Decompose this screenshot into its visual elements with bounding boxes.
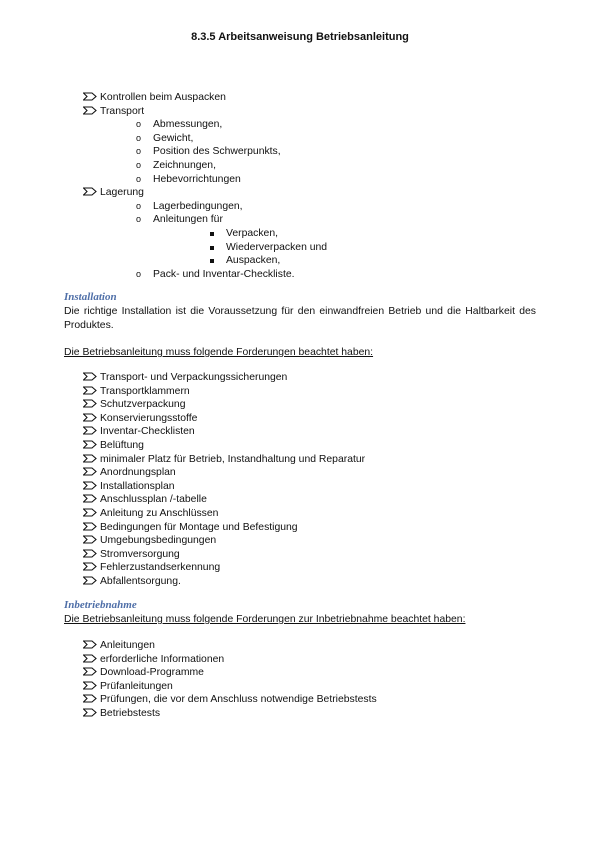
sub-sub-list-item (153, 241, 327, 255)
square-bullet (210, 246, 214, 250)
sub-list-item (100, 145, 327, 159)
sub-list-item-label: Anleitungen für (153, 214, 223, 226)
arrow-bullet-icon (83, 454, 97, 463)
list-item (100, 680, 377, 694)
square-bullet (210, 259, 214, 263)
circle-bullet: o (136, 268, 142, 279)
arrow-bullet-icon (83, 522, 97, 531)
list-item (100, 707, 377, 721)
sub-list-item (100, 118, 327, 132)
circle-bullet: o (136, 132, 142, 143)
list-item-label: Installationsplan (100, 480, 175, 492)
circle-bullet: o (136, 214, 142, 225)
list-item (100, 425, 365, 439)
page-title: 8.3.5 Arbeitsanweisung Betriebsanleitung (191, 31, 409, 43)
arrow-bullet-icon (83, 467, 97, 476)
list-item-label: Transportklammern (100, 385, 190, 397)
lagerung-sub-list (100, 200, 327, 282)
sub-list-item-label: Pack- und Inventar-Checkliste. (153, 268, 295, 280)
list-item (100, 105, 327, 119)
sub-sub-list-item-label: Auspacken, (226, 255, 281, 267)
list-item-label: Prüfanleitungen (100, 680, 173, 692)
arrow-bullet-icon (83, 92, 97, 101)
list-item (100, 639, 377, 653)
transport-sub-list (100, 118, 327, 186)
arrow-bullet-icon (83, 440, 97, 449)
arrow-bullet-icon (83, 640, 97, 649)
list-item (100, 371, 365, 385)
list-item-label: Transport- und Verpackungssicherungen (100, 372, 288, 383)
sub-sub-list-container (100, 227, 327, 268)
list-item-label: Kontrollen beim Auspacken (100, 92, 226, 103)
list-item-label: Konservierungsstoffe (100, 412, 198, 424)
anleitungen-sub-list (153, 227, 327, 268)
list-item-label: Anleitungen (100, 640, 155, 651)
list-item-label: Schutzverpackung (100, 399, 186, 411)
list-item-label: Anleitung zu Anschlüssen (100, 507, 219, 519)
list-item (100, 548, 365, 562)
list-item (100, 507, 365, 521)
installation-heading: Installation (64, 291, 117, 303)
list-item-label: Abfallentsorgung. (100, 575, 181, 587)
arrow-bullet-icon (83, 372, 97, 381)
list-item-label: Fehlerzustandserkennung (100, 562, 221, 574)
list-item (100, 666, 377, 680)
list-item (100, 91, 327, 105)
list-item-label: Inventar-Checklisten (100, 426, 195, 438)
arrow-bullet-icon (83, 187, 97, 196)
arrow-bullet-icon (83, 494, 97, 503)
arrow-bullet-icon (83, 413, 97, 422)
circle-bullet: o (136, 159, 142, 170)
sub-list-item-label: Position des Schwerpunkts, (153, 146, 281, 158)
installation-requirements-intro: Die Betriebsanleitung muss folgende Forderungen beachtet haben: (64, 347, 374, 358)
arrow-bullet-icon (83, 481, 97, 490)
arrow-bullet-icon (83, 562, 97, 571)
list-item-label: Bedingungen für Montage und Befestigung (100, 521, 298, 533)
list-item (100, 693, 377, 707)
inbetriebnahme-heading: Inbetriebnahme (64, 599, 137, 611)
list-item (100, 453, 365, 467)
sub-list-item (100, 200, 327, 214)
list-item (100, 534, 365, 548)
sub-list-container (100, 118, 327, 186)
arrow-bullet-icon (83, 106, 97, 115)
sub-list-item-label: Abmessungen, (153, 119, 223, 131)
circle-bullet: o (136, 119, 142, 130)
arrow-bullet-icon (83, 549, 97, 558)
arrow-bullet-icon (83, 399, 97, 408)
list-item (100, 493, 365, 507)
sub-sub-list-item (153, 254, 327, 268)
list-item (100, 385, 365, 399)
list-item (100, 575, 365, 589)
sub-list-item (100, 173, 327, 187)
list-item (100, 439, 365, 453)
arrow-bullet-icon (83, 576, 97, 585)
installation-bullet-list (100, 371, 365, 589)
list-item (100, 521, 365, 535)
arrow-bullet-icon (83, 667, 97, 676)
sub-list-container (100, 200, 327, 282)
arrow-bullet-icon (83, 386, 97, 395)
sub-list-item-label: Zeichnungen, (153, 159, 216, 171)
list-item-label: Prüfungen, die vor dem Anschluss notwendige Betriebstests (100, 694, 377, 706)
arrow-bullet-icon (83, 508, 97, 517)
list-item-label: Belüftung (100, 439, 144, 451)
sub-list-item (100, 213, 327, 227)
inbetriebnahme-bullet-list (100, 639, 377, 721)
circle-bullet: o (136, 200, 142, 211)
square-bullet (210, 232, 214, 236)
circle-bullet: o (136, 173, 142, 184)
list-item (100, 561, 365, 575)
list-item (100, 412, 365, 426)
arrow-bullet-icon (83, 426, 97, 435)
list-item-label: Anordnungsplan (100, 467, 176, 479)
list-item (100, 480, 365, 494)
arrow-bullet-icon (83, 694, 97, 703)
list-item-label: Download-Programme (100, 667, 204, 679)
list-item (100, 466, 365, 480)
top-bullet-list (100, 91, 327, 281)
list-item-label: Stromversorgung (100, 548, 180, 560)
list-item-label: Lagerung (100, 187, 144, 199)
list-item-label: Anschlussplan /-tabelle (100, 494, 207, 506)
sub-list-item (100, 268, 327, 282)
arrow-bullet-icon (83, 535, 97, 544)
sub-list-item-label: Lagerbedingungen, (153, 200, 243, 212)
list-item-label: Umgebungsbedingungen (100, 535, 217, 547)
list-item (100, 653, 377, 667)
list-item-label: Transport (100, 105, 145, 117)
sub-sub-list-item-label: Wiederverpacken und (226, 241, 328, 253)
installation-paragraph: Die richtige Installation ist die Voraussetzung für den einwandfreien Betrieb und die Haltbarkeit des Produktes. (64, 306, 536, 331)
list-item-label: minimaler Platz für Betrieb, Instandhaltung und Reparatur (100, 453, 366, 465)
list-item (100, 186, 327, 200)
list-item-label: erforderliche Informationen (100, 653, 225, 665)
arrow-bullet-icon (83, 681, 97, 690)
sub-list-item (100, 132, 327, 146)
list-item-label: Betriebstests (100, 707, 161, 719)
list-item (100, 398, 365, 412)
sub-list-item-label: Gewicht, (153, 132, 194, 144)
sub-list-item (100, 159, 327, 173)
arrow-bullet-icon (83, 708, 97, 717)
inbetriebnahme-requirements-intro: Die Betriebsanleitung muss folgende Forderungen zur Inbetriebnahme beachtet haben: (64, 614, 466, 625)
sub-list-item-label: Hebevorrichtungen (153, 173, 241, 185)
sub-sub-list-item (153, 227, 327, 241)
sub-sub-list-item-label: Verpacken, (226, 227, 278, 239)
arrow-bullet-icon (83, 654, 97, 663)
circle-bullet: o (136, 146, 142, 157)
